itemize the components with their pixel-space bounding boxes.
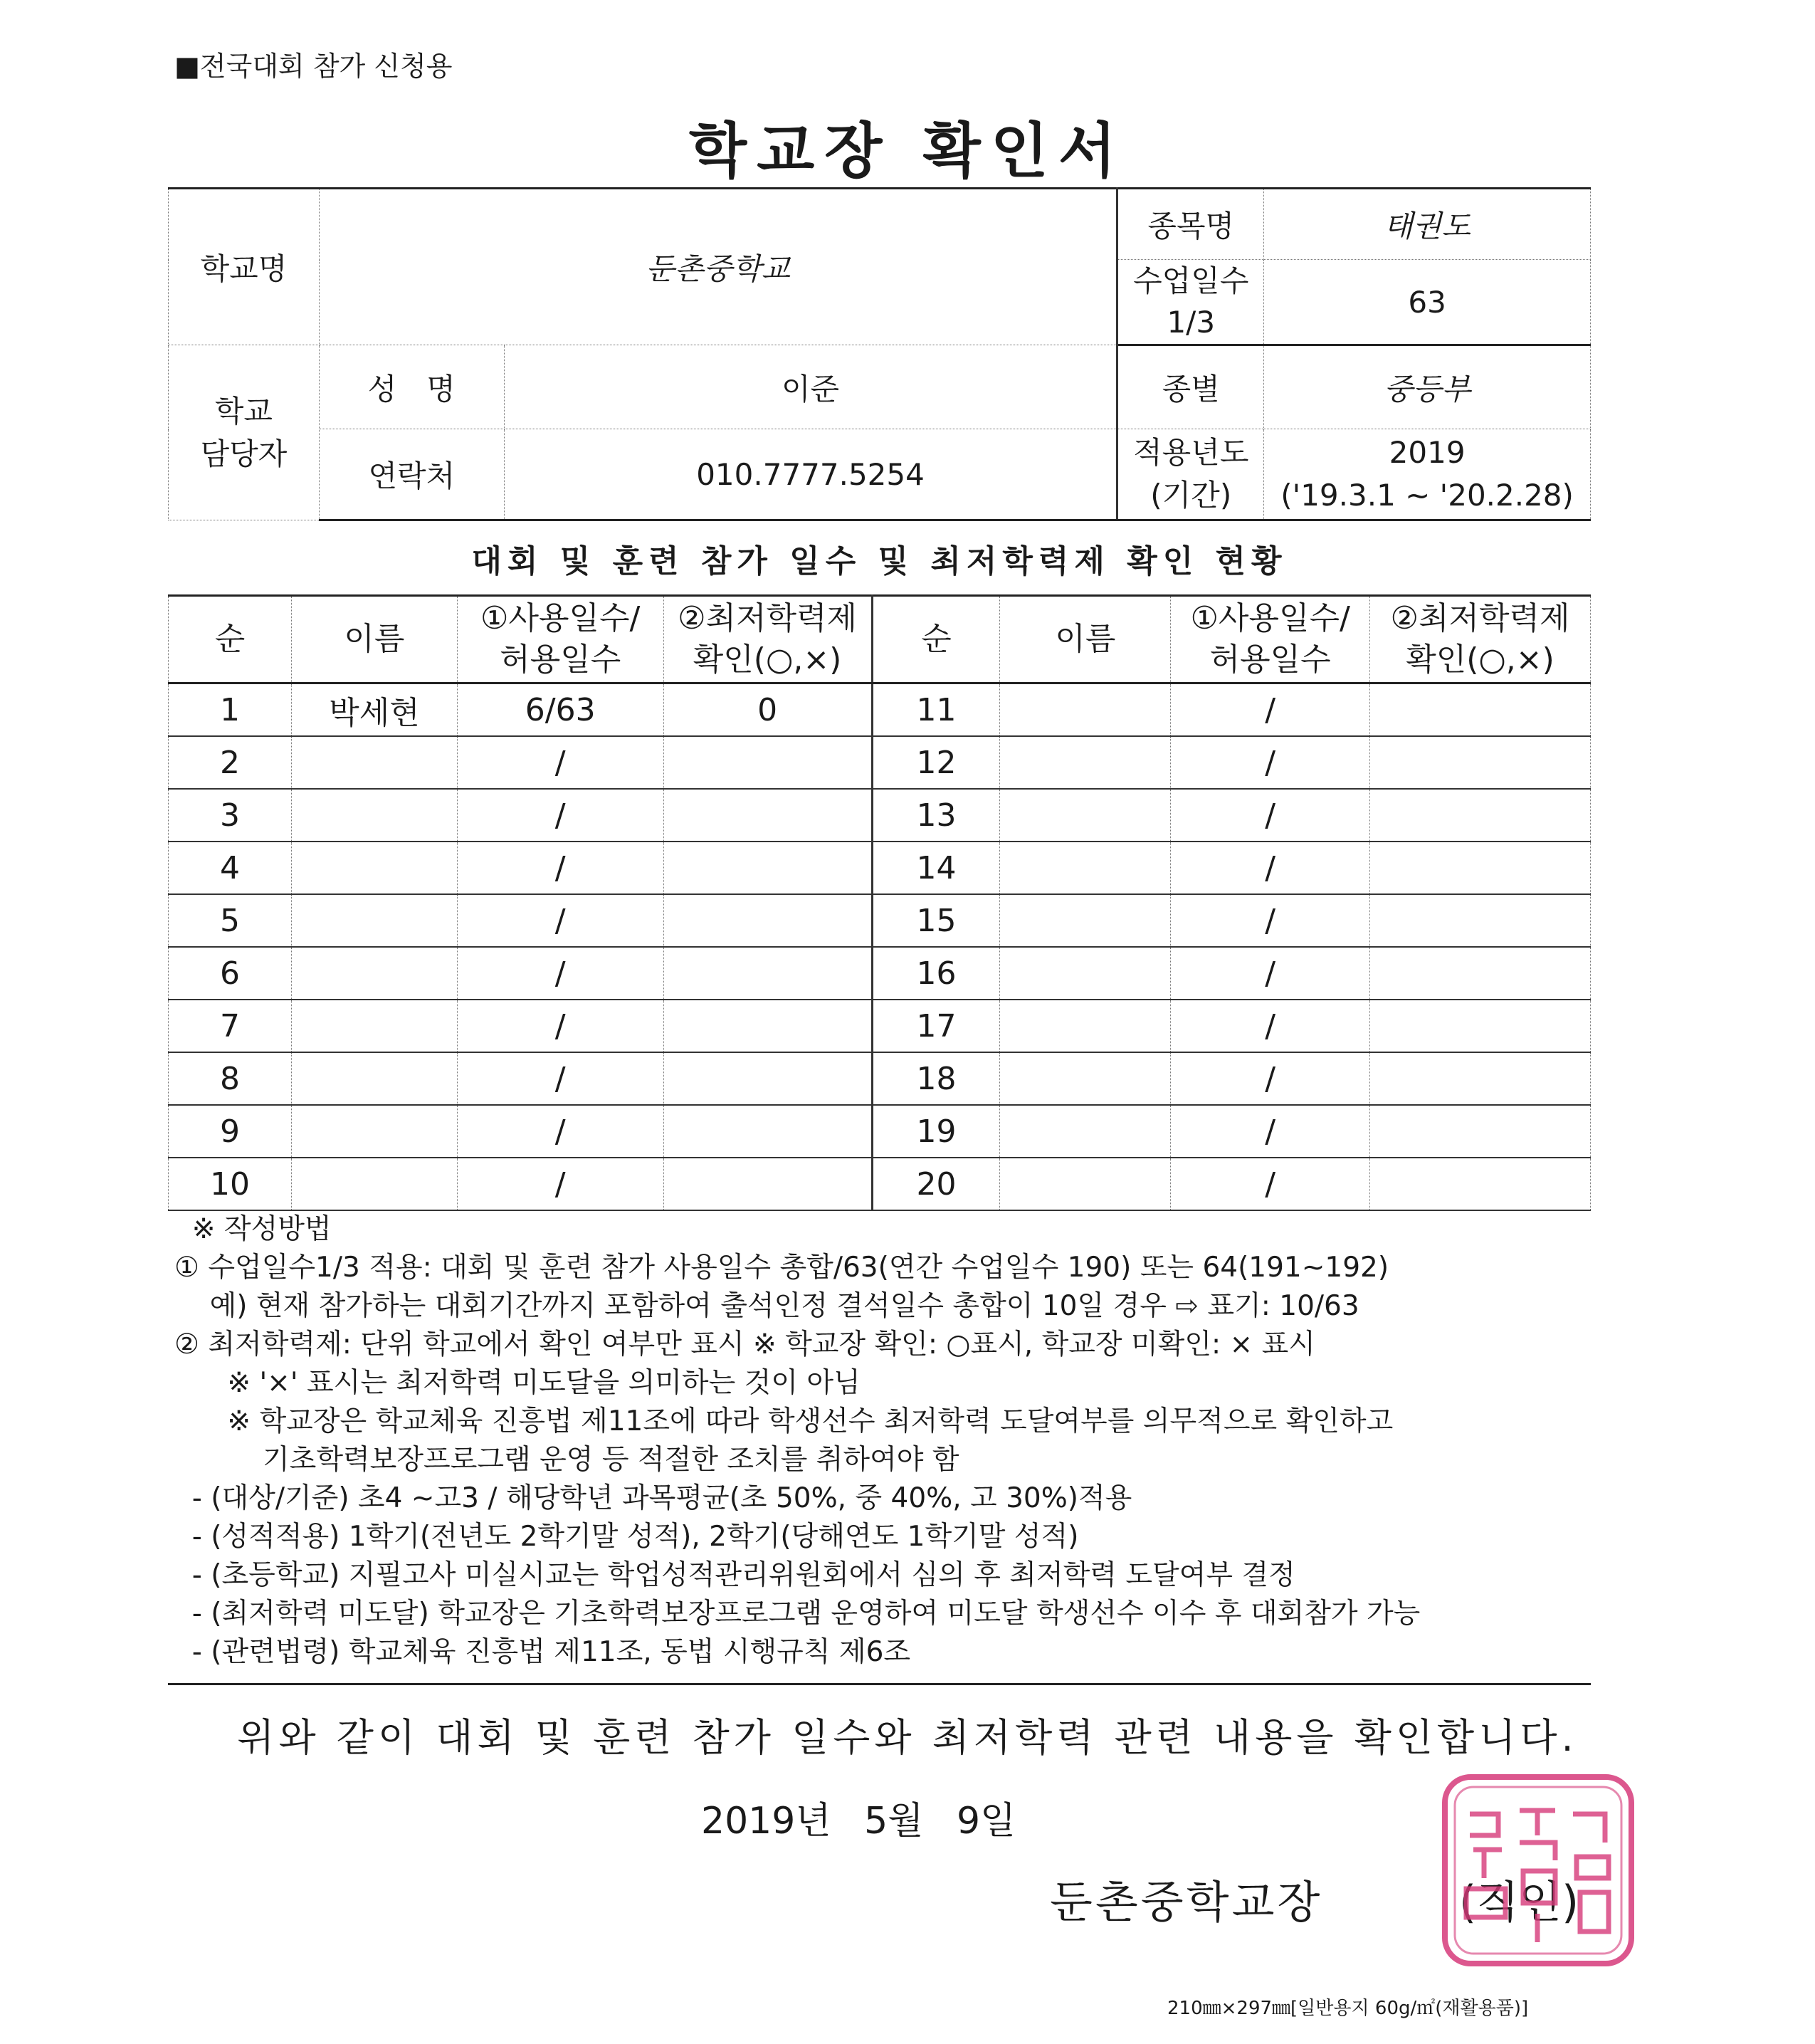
table-row bbox=[169, 1105, 1591, 1158]
instruction-line: - (관련법령) 학교체육 진흥법 제11조, 동법 시행규칙 제6조 bbox=[174, 1636, 911, 1668]
row-min-academic bbox=[663, 842, 872, 894]
sport-value: 태권도 bbox=[1264, 189, 1591, 260]
row-min-academic-right bbox=[1370, 683, 1591, 737]
row-number-right: 14 bbox=[872, 842, 1000, 894]
row-name bbox=[291, 947, 457, 1000]
phone-value: 010.7777.5254 bbox=[504, 429, 1117, 520]
row-min-academic-right bbox=[1370, 947, 1591, 1000]
row-number-right: 16 bbox=[872, 947, 1000, 1000]
official-seal-mark: (직인) bbox=[1459, 1876, 1579, 1928]
row-number: 3 bbox=[169, 789, 292, 842]
school-value: 둔촌중학교 bbox=[319, 189, 1117, 345]
row-number-right: 20 bbox=[872, 1158, 1000, 1210]
table-header-row bbox=[169, 596, 1591, 683]
row-min-academic-right bbox=[1370, 789, 1591, 842]
row-number-right: 15 bbox=[872, 894, 1000, 947]
row-used-days: / bbox=[457, 1052, 663, 1105]
info-table bbox=[168, 187, 1591, 521]
row-min-academic-right bbox=[1370, 736, 1591, 789]
row-min-academic bbox=[663, 1158, 872, 1210]
row-name bbox=[291, 789, 457, 842]
row-name bbox=[291, 1052, 457, 1105]
category-label: 종별 bbox=[1117, 345, 1264, 429]
row-name-right bbox=[1000, 842, 1171, 894]
year-value-cell bbox=[1264, 429, 1591, 520]
row-number: 10 bbox=[169, 1158, 292, 1210]
table-row bbox=[169, 736, 1591, 789]
header-used-days-right bbox=[1171, 596, 1370, 683]
year-value: 2019 bbox=[1389, 435, 1466, 470]
row-min-academic bbox=[663, 789, 872, 842]
row-name-right bbox=[1000, 1105, 1171, 1158]
year-label-line1: 적용년도 bbox=[1133, 435, 1249, 470]
official-seal-stamp bbox=[1431, 1764, 1644, 1978]
row-used-days-right: / bbox=[1171, 683, 1370, 737]
row-name bbox=[291, 1105, 457, 1158]
row-name bbox=[291, 842, 457, 894]
row-min-academic bbox=[663, 1105, 872, 1158]
writing-instructions bbox=[174, 1210, 1420, 1672]
table-row bbox=[169, 1000, 1591, 1052]
class-days-value: 63 bbox=[1264, 260, 1591, 345]
row-number: 9 bbox=[169, 1105, 292, 1158]
row-name-right bbox=[1000, 1052, 1171, 1105]
row-used-days: / bbox=[457, 1000, 663, 1052]
row-name bbox=[291, 1158, 457, 1210]
row-number: 5 bbox=[169, 894, 292, 947]
table-row bbox=[169, 842, 1591, 894]
row-name-right bbox=[1000, 736, 1171, 789]
category-value: 중등부 bbox=[1264, 345, 1591, 429]
row-name: 박세현 bbox=[291, 683, 457, 737]
row-number-right: 12 bbox=[872, 736, 1000, 789]
row-used-days: / bbox=[457, 736, 663, 789]
row-name bbox=[291, 894, 457, 947]
section-title: 대회 및 훈련 참가 일수 및 최저학력제 확인 현황 bbox=[471, 543, 1288, 580]
row-number: 1 bbox=[169, 683, 292, 737]
contact-person-label bbox=[169, 345, 320, 520]
header-min-line2: 확인(○,×) bbox=[693, 641, 842, 678]
row-number-right: 13 bbox=[872, 789, 1000, 842]
date-day: 9일 bbox=[956, 1800, 1016, 1843]
name-value: 이준 bbox=[504, 345, 1117, 429]
row-name bbox=[291, 1000, 457, 1052]
row-used-days-right: / bbox=[1171, 1105, 1370, 1158]
row-used-days-right: / bbox=[1171, 894, 1370, 947]
row-used-days-right: / bbox=[1171, 736, 1370, 789]
row-min-academic: 0 bbox=[663, 683, 872, 737]
sport-label: 종목명 bbox=[1117, 189, 1264, 260]
row-used-days: / bbox=[457, 1105, 663, 1158]
class-days-label-line1: 수업일수 bbox=[1133, 263, 1249, 298]
header-min-academic bbox=[663, 596, 872, 683]
row-number-right: 11 bbox=[872, 683, 1000, 737]
row-used-days-right: / bbox=[1171, 1000, 1370, 1052]
row-min-academic-right bbox=[1370, 1052, 1591, 1105]
principal-signature: 둔촌중학교장 bbox=[1050, 1876, 1323, 1928]
row-used-days: / bbox=[457, 894, 663, 947]
header-min-academic-right bbox=[1370, 596, 1591, 683]
row-number: 8 bbox=[169, 1052, 292, 1105]
instruction-line: ② 최저학력제: 단위 학교에서 확인 여부만 표시 ※ 학교장 확인: ○표시, 학교장 미확인: × 표시 bbox=[174, 1328, 1315, 1361]
class-days-label-line2: 1/3 bbox=[1167, 305, 1216, 340]
row-number: 2 bbox=[169, 736, 292, 789]
row-name-right bbox=[1000, 1158, 1171, 1210]
row-min-academic-right bbox=[1370, 842, 1591, 894]
row-number: 6 bbox=[169, 947, 292, 1000]
row-number-right: 18 bbox=[872, 1052, 1000, 1105]
instruction-line: - (성적적용) 1학기(전년도 2학기말 성적), 2학기(당해연도 1학기말 성적) bbox=[174, 1521, 1079, 1553]
row-name-right bbox=[1000, 947, 1171, 1000]
table-row bbox=[169, 947, 1591, 1000]
period-value: ('19.3.1 ~ '20.2.28) bbox=[1280, 478, 1574, 513]
table-row bbox=[169, 1052, 1591, 1105]
divider bbox=[168, 1683, 1591, 1685]
instruction-line: 예) 현재 참가하는 대회기간까지 포함하여 출석인정 결석일수 총합이 10일 경우 ⇨ 표기: 10/63 bbox=[174, 1290, 1359, 1322]
instruction-line: ※ 작성방법 bbox=[174, 1213, 332, 1245]
phone-label: 연락처 bbox=[319, 429, 504, 520]
row-name-right bbox=[1000, 683, 1171, 737]
paper-spec: 210㎜×297㎜[일반용지 60g/㎡(재활용품)] bbox=[1167, 1998, 1529, 2019]
row-number: 4 bbox=[169, 842, 292, 894]
header-min-line1: ②최저학력제 bbox=[678, 600, 858, 636]
year-label bbox=[1117, 429, 1264, 520]
header-used-days bbox=[457, 596, 663, 683]
table-row bbox=[169, 894, 1591, 947]
header-name-right: 이름 bbox=[1000, 596, 1171, 683]
row-min-academic bbox=[663, 894, 872, 947]
row-used-days: / bbox=[457, 842, 663, 894]
row-min-academic bbox=[663, 736, 872, 789]
table-row bbox=[169, 683, 1591, 737]
instruction-line: - (최저학력 미도달) 학교장은 기초학력보장프로그램 운영하여 미도달 학생선수 이수 후 대회참가 가능 bbox=[174, 1598, 1421, 1630]
header-name: 이름 bbox=[291, 596, 457, 683]
row-min-academic bbox=[663, 1000, 872, 1052]
row-min-academic-right bbox=[1370, 1000, 1591, 1052]
row-used-days: / bbox=[457, 1158, 663, 1210]
header-no: 순 bbox=[169, 596, 292, 683]
row-min-academic-right bbox=[1370, 1158, 1591, 1210]
row-number-right: 19 bbox=[872, 1105, 1000, 1158]
school-label: 학교명 bbox=[169, 189, 320, 345]
row-min-academic-right bbox=[1370, 1105, 1591, 1158]
instruction-line: - (대상/기준) 초4 ~고3 / 해당학년 과목평균(초 50%, 중 40%, 고 30%)적용 bbox=[174, 1482, 1132, 1514]
header-min-line1-right: ②최저학력제 bbox=[1390, 600, 1570, 636]
row-min-academic bbox=[663, 947, 872, 1000]
row-used-days: / bbox=[457, 947, 663, 1000]
row-name-right bbox=[1000, 894, 1171, 947]
instruction-line: - (초등학교) 지필고사 미실시교는 학업성적관리위원회에서 심의 후 최저학력 도달여부 결정 bbox=[174, 1559, 1295, 1591]
document-type-label: ■전국대회 참가 신청용 bbox=[174, 51, 453, 82]
header-min-line2-right: 확인(○,×) bbox=[1406, 641, 1554, 678]
contact-label-line1: 학교 bbox=[214, 393, 273, 429]
contact-label-line2: 담당자 bbox=[200, 436, 288, 471]
row-used-days-right: / bbox=[1171, 789, 1370, 842]
class-days-label bbox=[1117, 260, 1264, 345]
row-name-right bbox=[1000, 1000, 1171, 1052]
table-row bbox=[169, 1158, 1591, 1210]
row-number: 7 bbox=[169, 1000, 292, 1052]
date-year: 2019년 bbox=[701, 1800, 831, 1843]
year-label-line2: (기간) bbox=[1150, 478, 1232, 513]
row-number-right: 17 bbox=[872, 1000, 1000, 1052]
row-name bbox=[291, 736, 457, 789]
confirmation-statement: 위와 같이 대회 및 훈련 참가 일수와 최저학력 관련 내용을 확인합니다. bbox=[237, 1715, 1578, 1760]
issue-date bbox=[701, 1791, 1016, 1844]
header-used-line1-right: ①사용일수/ bbox=[1190, 600, 1350, 636]
date-month: 5월 bbox=[864, 1800, 924, 1843]
row-min-academic bbox=[663, 1052, 872, 1105]
header-used-line1: ①사용일수/ bbox=[480, 600, 641, 636]
row-used-days: / bbox=[457, 789, 663, 842]
row-name-right bbox=[1000, 789, 1171, 842]
header-used-line2: 허용일수 bbox=[500, 641, 621, 678]
participation-table bbox=[168, 594, 1591, 1211]
row-min-academic-right bbox=[1370, 894, 1591, 947]
name-label: 성 명 bbox=[319, 345, 504, 429]
row-used-days: 6/63 bbox=[457, 683, 663, 737]
header-no-right: 순 bbox=[872, 596, 1000, 683]
row-used-days-right: / bbox=[1171, 947, 1370, 1000]
row-used-days-right: / bbox=[1171, 842, 1370, 894]
table-row bbox=[169, 789, 1591, 842]
instruction-line: ※ '×' 표시는 최저학력 미도달을 의미하는 것이 아님 bbox=[174, 1367, 861, 1399]
row-used-days-right: / bbox=[1171, 1158, 1370, 1210]
page-title: 학교장 확인서 bbox=[688, 116, 1127, 186]
instruction-line: ① 수업일수1/3 적용: 대회 및 훈련 참가 사용일수 총합/63(연간 수업일수 190) 또는 64(191~192) bbox=[174, 1252, 1389, 1284]
instruction-line: 기초학력보장프로그램 운영 등 적절한 조치를 취하여야 함 bbox=[174, 1444, 959, 1476]
instruction-line: ※ 학교장은 학교체육 진흥법 제11조에 따라 학생선수 최저학력 도달여부를 의무적으로 확인하고 bbox=[174, 1405, 1394, 1437]
row-used-days-right: / bbox=[1171, 1052, 1370, 1105]
header-used-line2-right: 허용일수 bbox=[1209, 641, 1331, 678]
